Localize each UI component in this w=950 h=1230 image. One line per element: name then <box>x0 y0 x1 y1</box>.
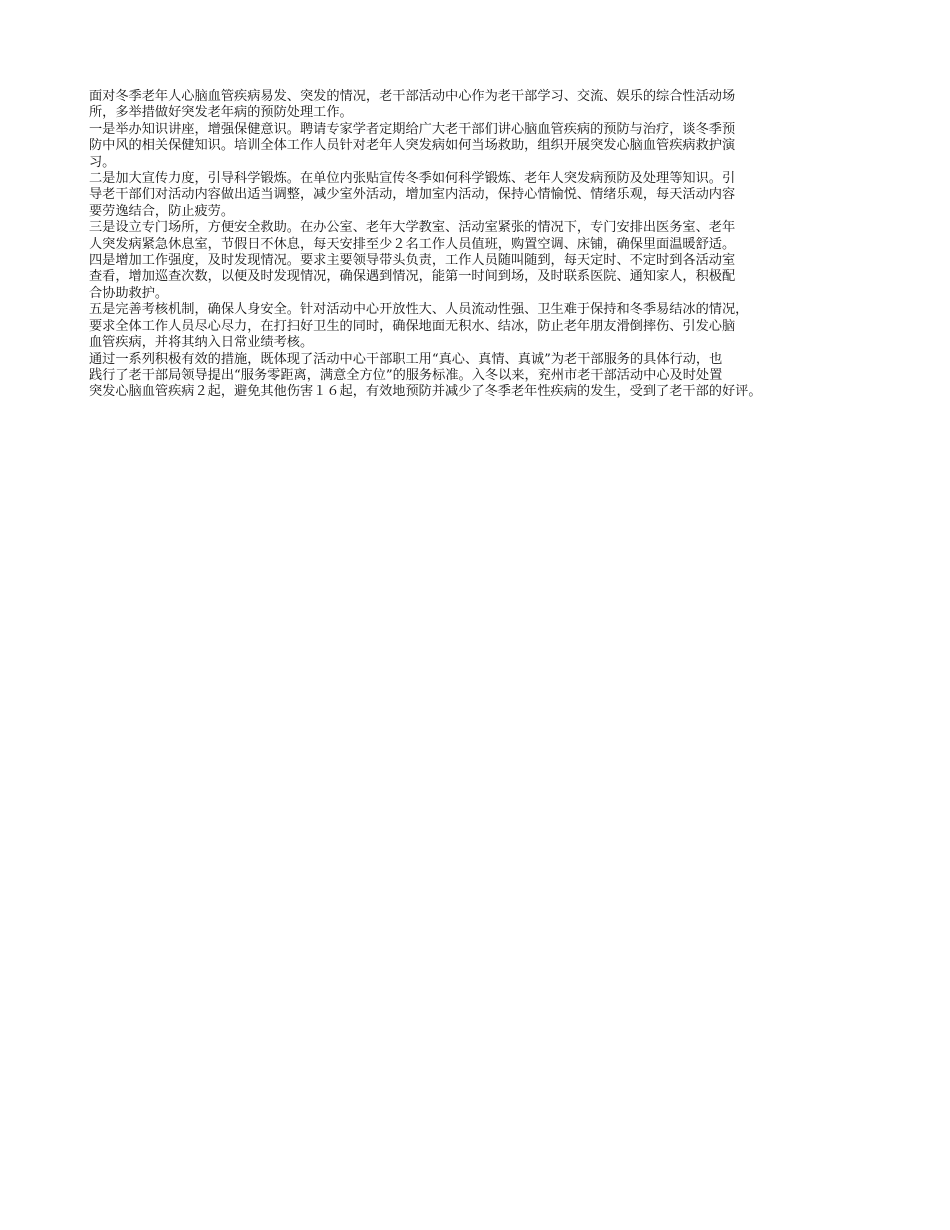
text-line: 合协助救护。 <box>89 285 169 301</box>
text-line: 血管疾病，并将其纳入日常业绩考核。 <box>89 335 314 351</box>
text-line: 导老干部们对活动内容做出适当调整，减少室外活动，增加室内活动，保持心情愉悦、情绪乐观，每天活动内容 <box>89 187 736 203</box>
text-line: 要劳逸结合，防止疲劳。 <box>89 203 235 219</box>
text-line: 践行了老干部局领导提出“服务零距离，满意全方位”的服务标准。入冬以来，兖州市老干部活动中心及时处置 <box>89 367 723 383</box>
paragraph-measure-4 <box>89 253 879 302</box>
text-line: 突发心脑血管疾病２起，避免其他伤害１６起，有效地预防并减少了冬季老年性疾病的发生，受到了老干部的好评。 <box>89 384 762 400</box>
text-line: 五是完善考核机制，确保人身安全。针对活动中心开放性大、人员流动性强、卫生难于保持和冬季易结冰的情况， <box>89 302 749 318</box>
paragraph-conclusion <box>89 352 879 401</box>
text-line: 查看，增加巡查次数，以便及时发现情况，确保遇到情况，能第一时间到场，及时联系医院、通知家人，积极配 <box>89 269 736 285</box>
text-line: 一是举办知识讲座，增强保健意识。聘请专家学者定期给广大老干部们讲心脑血管疾病的预防与治疗，谈冬季预 <box>89 121 736 137</box>
paragraph-measure-5 <box>89 302 879 351</box>
text-line: 所，多举措做好突发老年病的预防处理工作。 <box>89 105 353 121</box>
paragraph-measure-3 <box>89 220 879 253</box>
text-line: 二是加大宣传力度，引导科学锻炼。在单位内张贴宣传冬季如何科学锻炼、老年人突发病预防及处理等知识。引 <box>89 171 736 187</box>
paragraph-measure-1 <box>89 122 879 171</box>
text-line: 习。 <box>89 154 116 170</box>
text-line: 面对冬季老年人心脑血管疾病易发、突发的情况，老干部活动中心作为老干部学习、交流、娱乐的综合性活动场 <box>89 89 736 104</box>
text-line: 三是设立专门场所，方便安全救助。在办公室、老年大学教室、活动室紧张的情况下，专门安排出医务室、老年 <box>89 220 736 236</box>
text-line: 人突发病紧急休息室，节假日不休息，每天安排至少２名工作人员值班，购置空调、床铺，确保里面温暖舒适。 <box>89 236 736 252</box>
text-line: 要求全体工作人员尽心尽力，在打扫好卫生的同时，确保地面无积水、结冰，防止老年朋友滑倒摔伤、引发心脑 <box>89 318 736 334</box>
text-line: 四是增加工作强度，及时发现情况。要求主要领导带头负责，工作人员随叫随到，每天定时、不定时到各活动室 <box>89 253 736 269</box>
text-line: 通过一系列积极有效的措施，既体现了活动中心干部职工用“真心、真情、真诚”为老干部服务的具体行动，也 <box>89 351 723 367</box>
document-body <box>89 89 879 401</box>
text-line: 防中风的相关保健知识。培训全体工作人员针对老年人突发病如何当场救助，组织开展突发心脑血管疾病救护演 <box>89 138 736 154</box>
paragraph-measure-2 <box>89 171 879 220</box>
paragraph-intro <box>89 89 879 122</box>
